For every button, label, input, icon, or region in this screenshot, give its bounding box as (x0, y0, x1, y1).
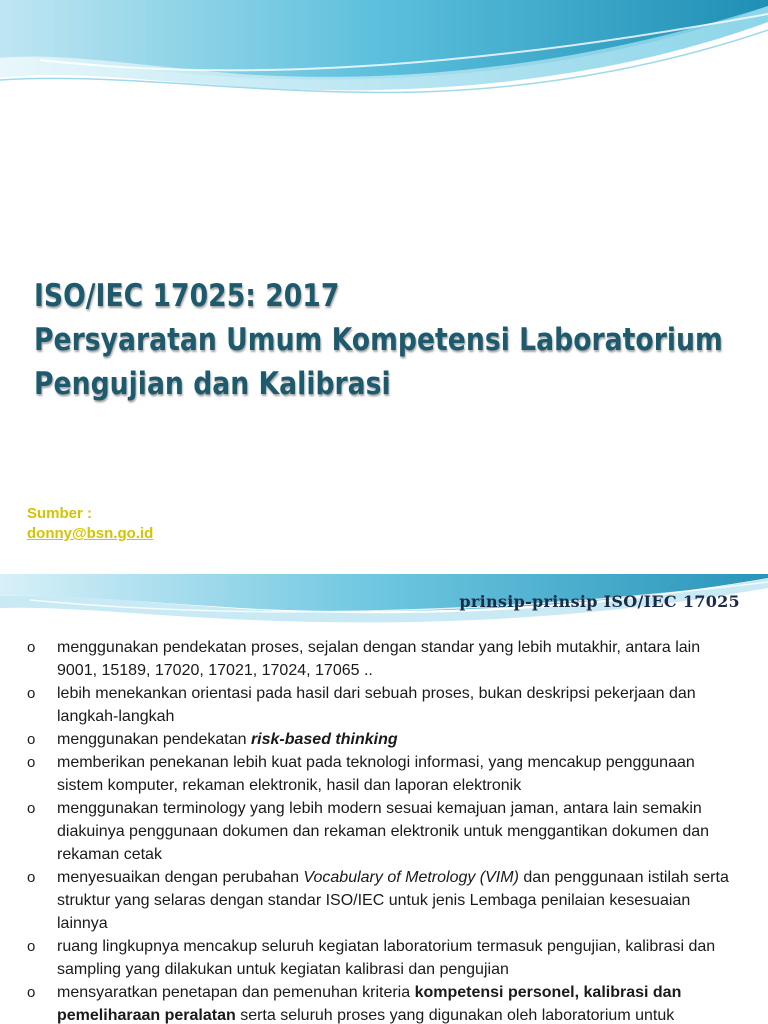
bullet-marker: o (27, 731, 36, 748)
wave-banner-decoration (0, 0, 768, 100)
bullet-emphasis: risk-based thinking (250, 731, 398, 748)
slide-title (34, 274, 723, 406)
bullet-marker: o (27, 754, 36, 771)
list-item (0, 866, 768, 935)
list-item (0, 728, 768, 751)
bullet-text: menggunakan terminology yang lebih modern sesuai kemajuan jaman, antara lain semakin diakuinya penggunaan dokumen dan rekaman elektronik untuk menggantikan dokumen dan rekaman cetak (57, 800, 710, 863)
bullet-text: mensyaratkan penetapan dan pemenuhan kriteria (57, 984, 415, 1001)
bullet-text: menggunakan pendekatan (57, 731, 251, 748)
title-line-1: ISO/IEC 17025: 2017 (34, 278, 340, 314)
title-line-3: Pengujian dan Kalibrasi (34, 366, 391, 402)
list-item (0, 682, 768, 728)
bullet-italic: Vocabulary of Metrology (VIM) (303, 869, 519, 886)
bullet-marker: o (27, 639, 36, 656)
bullet-marker: o (27, 800, 36, 817)
bullet-marker: o (27, 685, 36, 702)
list-item (0, 981, 768, 1024)
bullet-marker: o (27, 938, 36, 955)
bullet-text-rest: dan penggunaan istilah serta struktur yang selaras dengan standar ISO/IEC untuk jenis Lembaga penilaian kesesuaian lainnya (57, 869, 729, 932)
source-label: Sumber : (27, 505, 93, 522)
list-item (0, 751, 768, 797)
slide-heading: prinsip-prinsip ISO/IEC 17025 (459, 592, 740, 611)
list-item (0, 797, 768, 866)
bullet-bold: kompetensi personel, kalibrasi dan pemeliharaan peralatan (57, 984, 682, 1024)
principles-slide (0, 574, 768, 1024)
list-item (0, 636, 768, 682)
source-email-link[interactable]: donny@bsn.go.id (27, 525, 154, 542)
list-item (0, 935, 768, 981)
source-block (27, 504, 153, 544)
bullet-text: menyesuaikan dengan perubahan (57, 869, 304, 886)
bullet-marker: o (27, 869, 36, 886)
bullet-text: ruang lingkupnya mencakup seluruh kegiatan laboratorium termasuk pengujian, kalibrasi dan sampling yang dilakukan untuk kegiatan kalibrasi dan pengujian (57, 938, 716, 978)
bullet-text: menggunakan pendekatan proses, sejalan dengan standar yang lebih mutakhir, antara lain 9001, 15189, 17020, 17021, 17024, 17065 .. (57, 639, 701, 679)
title-line-2: Persyaratan Umum Kompetensi Laboratorium (34, 322, 723, 358)
bullet-text: lebih menekankan orientasi pada hasil dari sebuah proses, bukan deskripsi pekerjaan dan langkah-langkah (57, 685, 696, 725)
bullet-marker: o (27, 984, 36, 1001)
bullet-text-rest: serta seluruh proses yang digunakan oleh laboratorium untuk (235, 1007, 675, 1024)
principles-list (0, 636, 768, 1024)
bullet-text: memberikan penekanan lebih kuat pada teknologi informasi, yang mencakup penggunaan sistem komputer, rekaman elektronik, hasil dan laporan elektronik (57, 754, 695, 794)
